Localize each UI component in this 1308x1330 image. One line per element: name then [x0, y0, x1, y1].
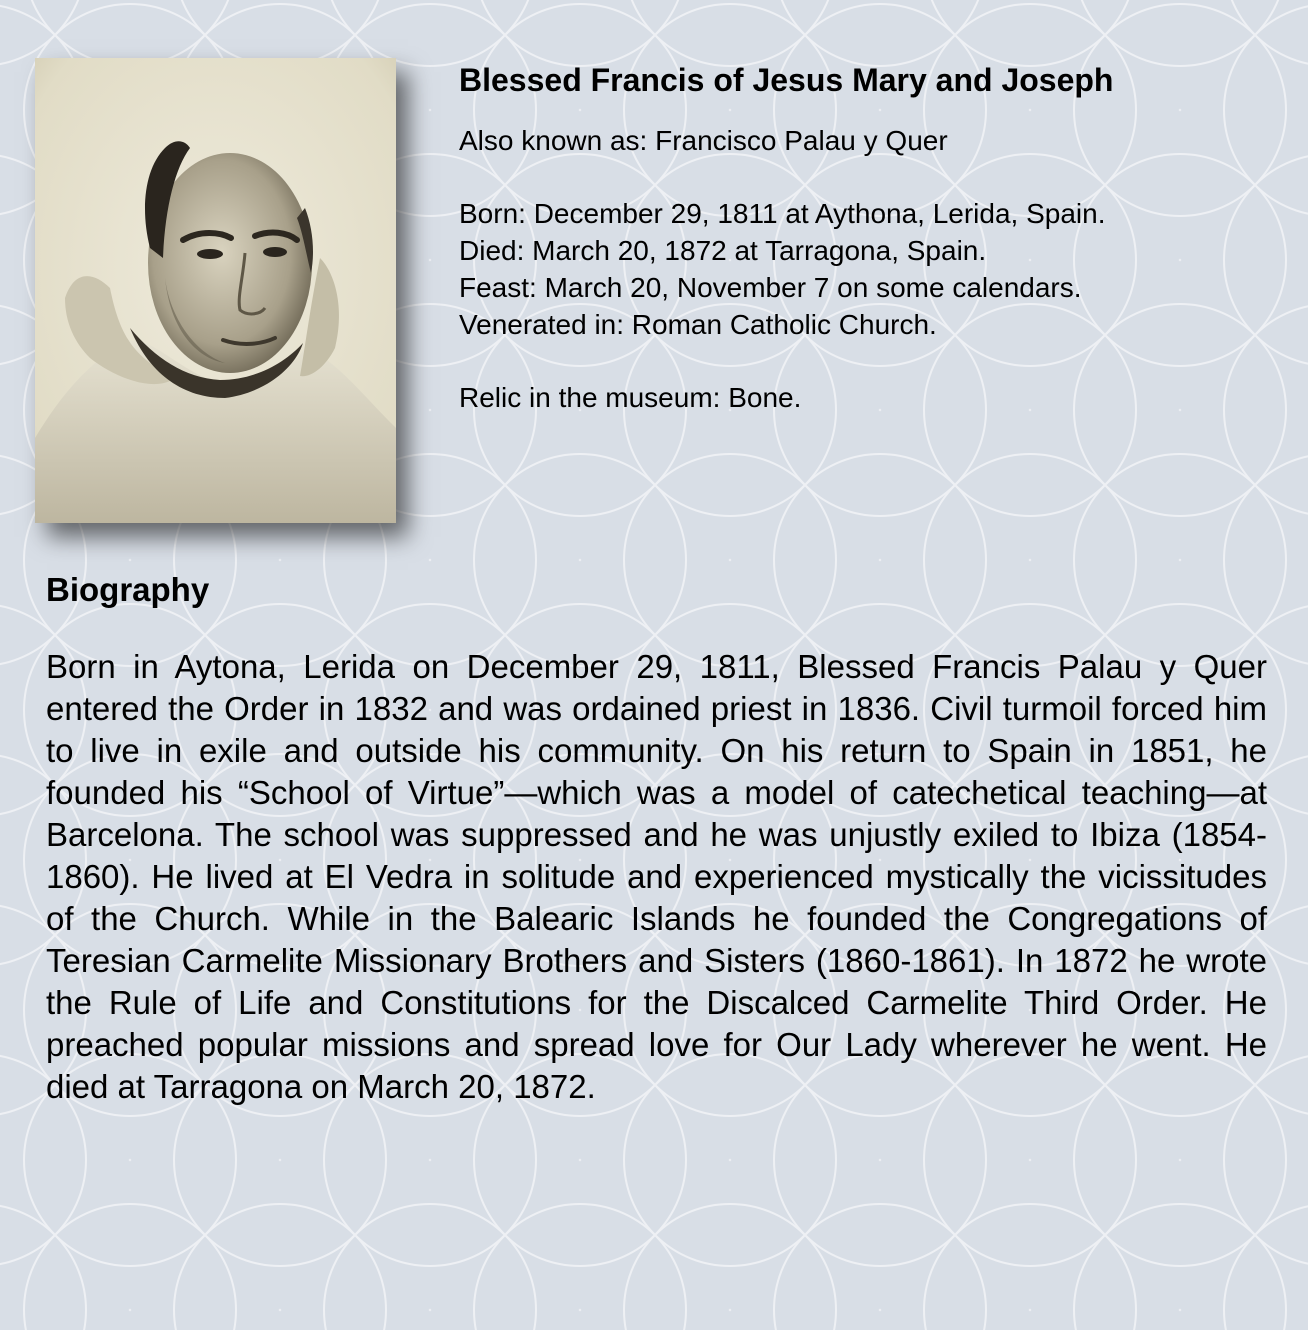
saint-portrait: [35, 58, 396, 523]
venerated-line: Venerated in: Roman Catholic Church.: [459, 309, 937, 340]
biography-heading: Biography: [46, 571, 210, 608]
biography-text: Born in Aytona, Lerida on December 29, 1811, Blessed Francis Palau y Quer entered the Order in 1832 and was ordained priest in 1836. Civil turmoil forced him to live in exile and outside his community. On his return to Spain in 1851, he founded his “School of Virtue”—which was a model of catechetical teaching—at Barcelona. The school was suppressed and he was unjustly exiled to Ibiza (1854-1860). He lived at El Vedra in solitude and experienced mystically the vicissitudes of the Church. While in the Balearic Islands he founded the Congregations of Teresian Carmelite Missionary Brothers and Sisters (1860-1861). In 1872 he wrote the Rule of Life and Constitutions for the Discalced Carmelite Third Order. He preached popular missions and spread love for Our Lady wherever he went. He died at Tarragona on March 20, 1872.: [46, 648, 1267, 1105]
saint-info: [459, 60, 1279, 416]
born-line: Born: December 29, 1811 at Aythona, Lerida, Spain.: [459, 198, 1106, 229]
saint-title: Blessed Francis of Jesus Mary and Joseph: [459, 62, 1114, 98]
also-known-as: Also known as: Francisco Palau y Quer: [459, 125, 948, 156]
died-line: Died: March 20, 1872 at Tarragona, Spain.: [459, 235, 987, 266]
feast-line: Feast: March 20, November 7 on some calendars.: [459, 272, 1082, 303]
relic-line: Relic in the museum: Bone.: [459, 382, 802, 413]
